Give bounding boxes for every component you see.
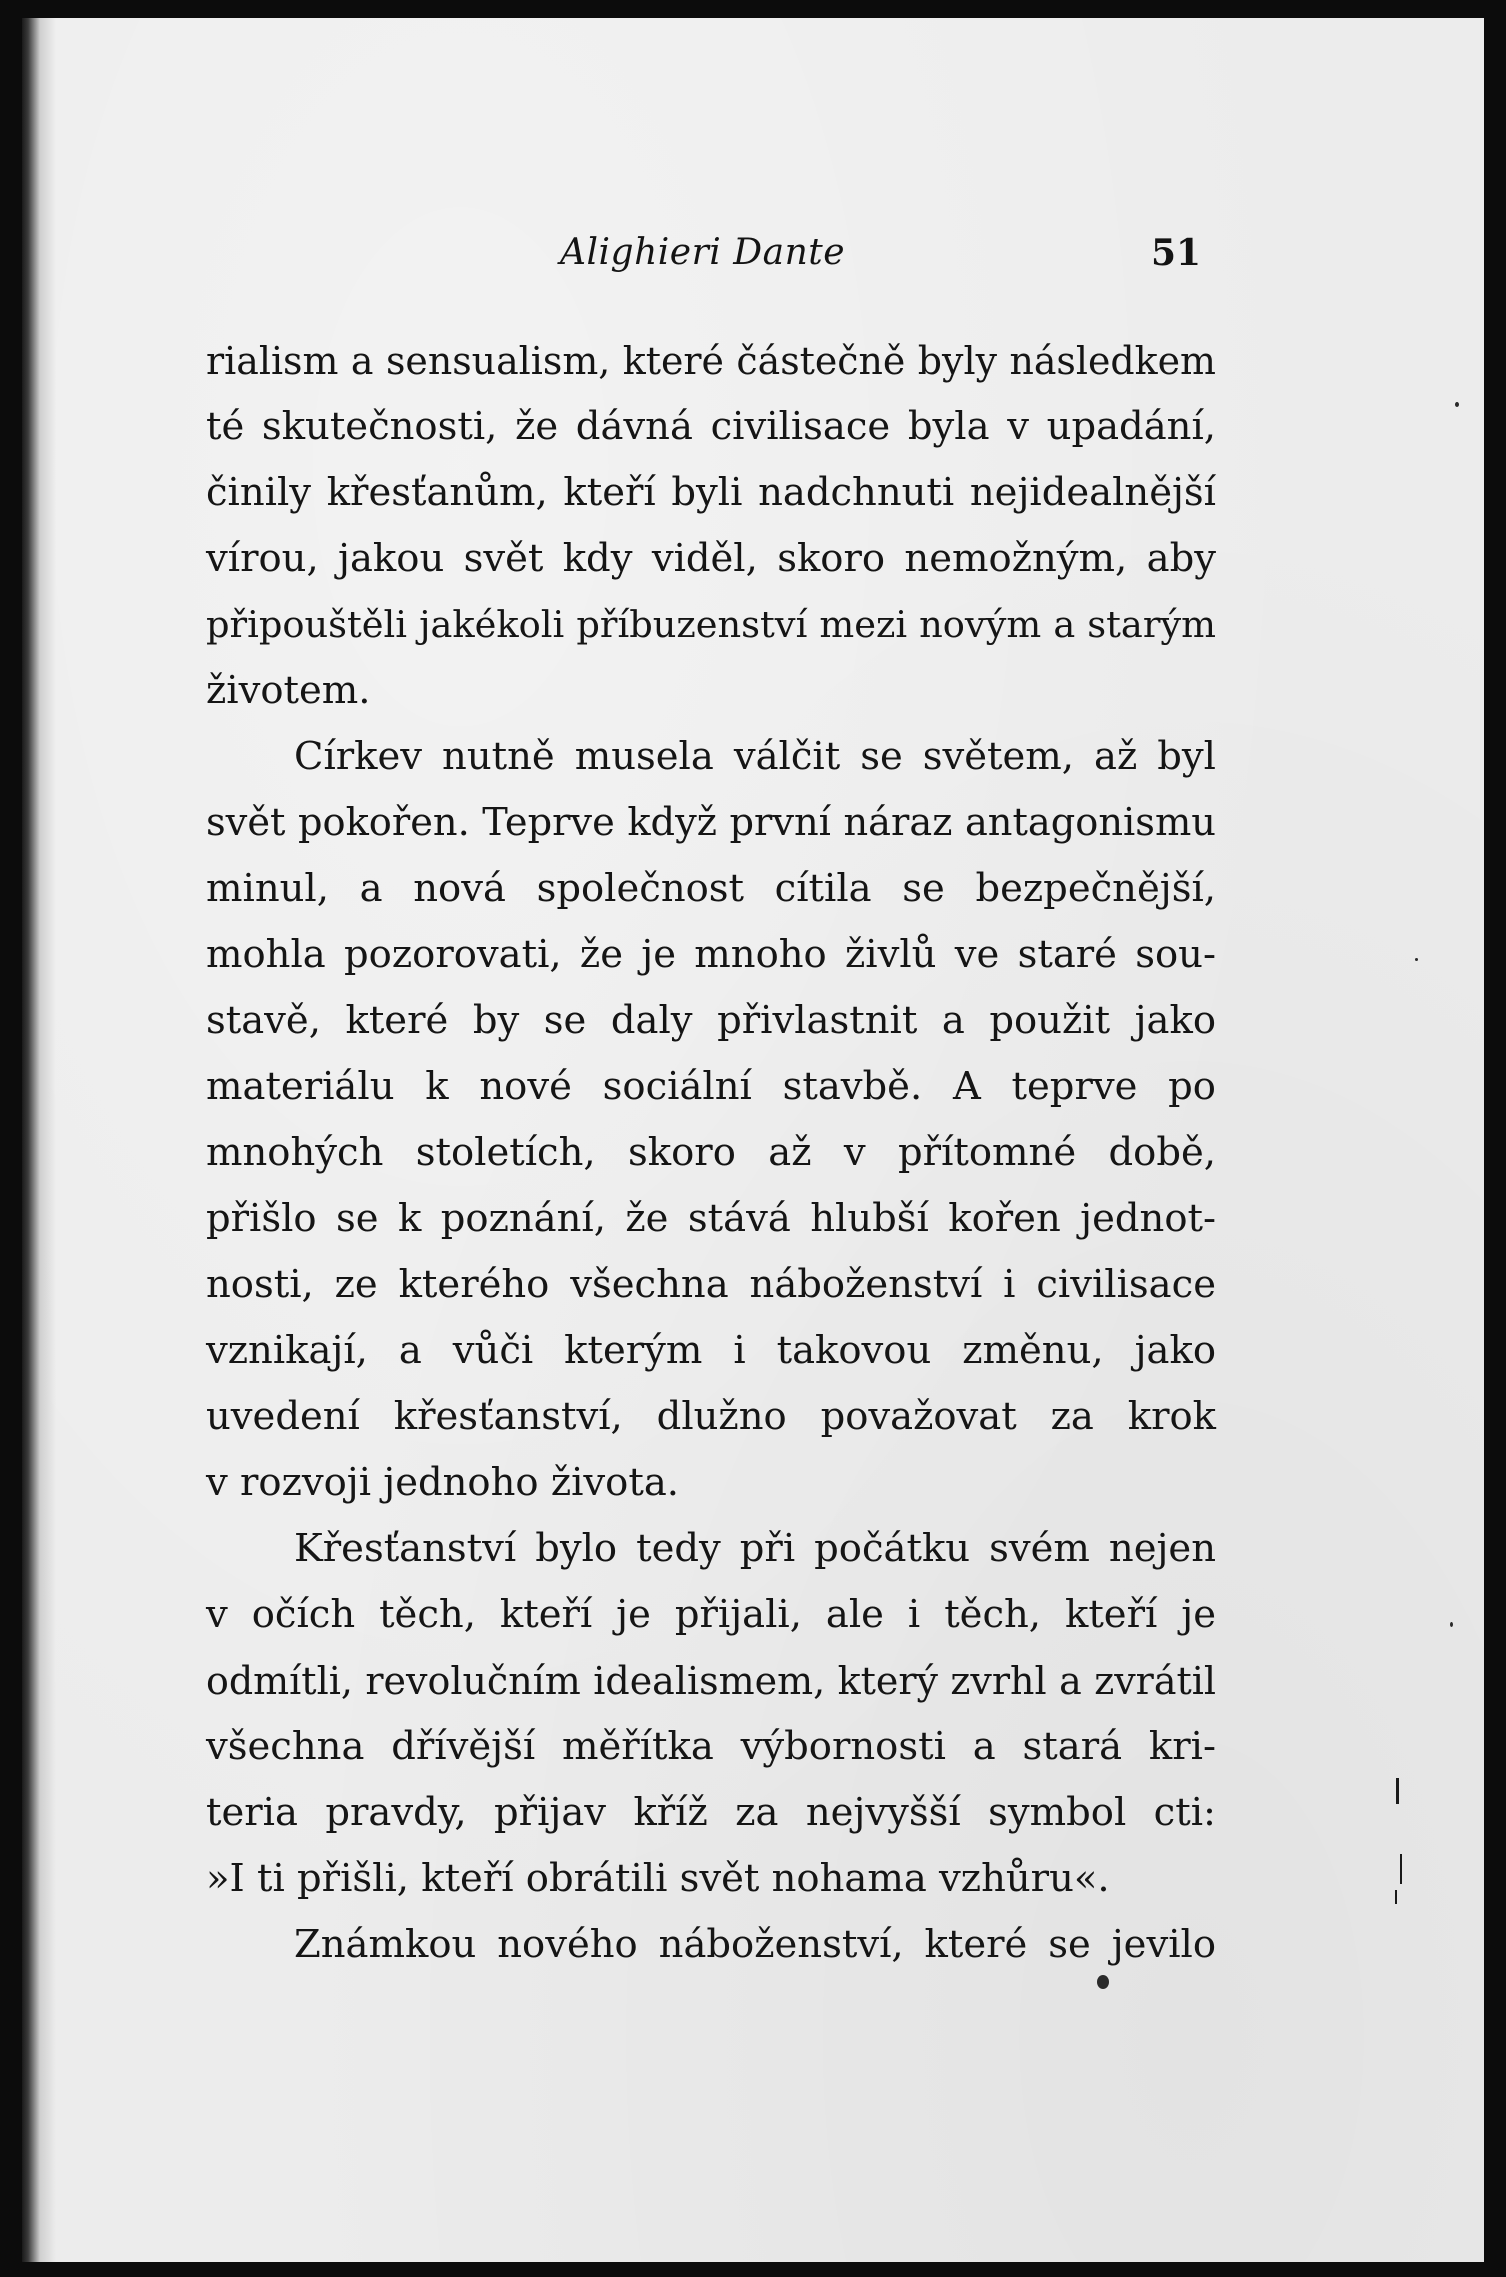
text-line: Církev nutně musela válčit se světem, až byl	[294, 734, 1216, 779]
text-line: přišlo se k poznání, že stává hlubší kořen jednot-	[206, 1196, 1216, 1241]
text-line: vírou, jakou svět kdy viděl, skoro nemožným, aby	[206, 536, 1216, 581]
margin-mark	[1400, 1854, 1402, 1884]
margin-mark	[1395, 1890, 1397, 1904]
body-text	[206, 328, 1216, 1978]
text-line: minul, a nová společnost cítila se bezpečnější,	[206, 866, 1216, 911]
text-line: teria pravdy, přijav kříž za nejvyšší symbol cti:	[206, 1790, 1216, 1835]
text-line: Známkou nového náboženství, které se jevilo	[294, 1922, 1216, 1967]
text-line: »I ti přišli, kteří obrátili svět nohama vzhůru«.	[206, 1856, 1110, 1901]
text-line: nosti, ze kterého všechna náboženství i civilisace	[206, 1262, 1216, 1307]
text-line: v rozvoji jednoho života.	[206, 1460, 680, 1505]
text-line: vznikají, a vůči kterým i takovou změnu, jako	[206, 1328, 1216, 1373]
text-line: té skutečnosti, že dávná civilisace byla v upadání,	[206, 404, 1216, 449]
margin-mark	[1396, 1778, 1399, 1804]
running-title: Alighieri Dante	[560, 232, 846, 273]
print-speck	[1097, 1975, 1109, 1989]
binding-shadow	[22, 18, 56, 2262]
text-line: materiálu k nové sociální stavbě. A teprve po	[206, 1064, 1216, 1109]
print-speck	[1415, 958, 1418, 961]
text-line: Křesťanství bylo tedy při počátku svém nejen	[294, 1526, 1216, 1571]
text-line: činily křesťanům, kteří byli nadchnuti nejidealnější	[206, 470, 1216, 515]
print-speck	[1455, 402, 1459, 407]
page-header	[22, 232, 1484, 292]
text-line: rialism a sensualism, které částečně byly následkem	[206, 339, 1216, 383]
print-speck	[1450, 1622, 1453, 1627]
text-line: všechna dřívější měřítka výbornosti a stará kri-	[206, 1724, 1216, 1769]
page-number: 51	[1151, 232, 1202, 274]
text-line: mnohých stoletích, skoro až v přítomné době,	[206, 1130, 1216, 1175]
text-line: životem.	[206, 668, 371, 713]
text-line: stavě, které by se daly přivlastnit a použit jako	[206, 998, 1216, 1043]
text-line: odmítli, revolučním idealismem, který zvrhl a zvrátil	[206, 1659, 1216, 1703]
text-line: svět pokořen. Teprve když první náraz antagonismu	[206, 800, 1216, 845]
text-line: připouštěli jakékoli příbuzenství mezi novým a starým	[206, 603, 1216, 646]
text-line: v očích těch, kteří je přijali, ale i těch, kteří je	[206, 1592, 1216, 1637]
book-page	[22, 18, 1484, 2262]
text-line: uvedení křesťanství, dlužno považovat za krok	[206, 1394, 1216, 1439]
text-line: mohla pozorovati, že je mnoho živlů ve staré sou-	[206, 932, 1216, 977]
